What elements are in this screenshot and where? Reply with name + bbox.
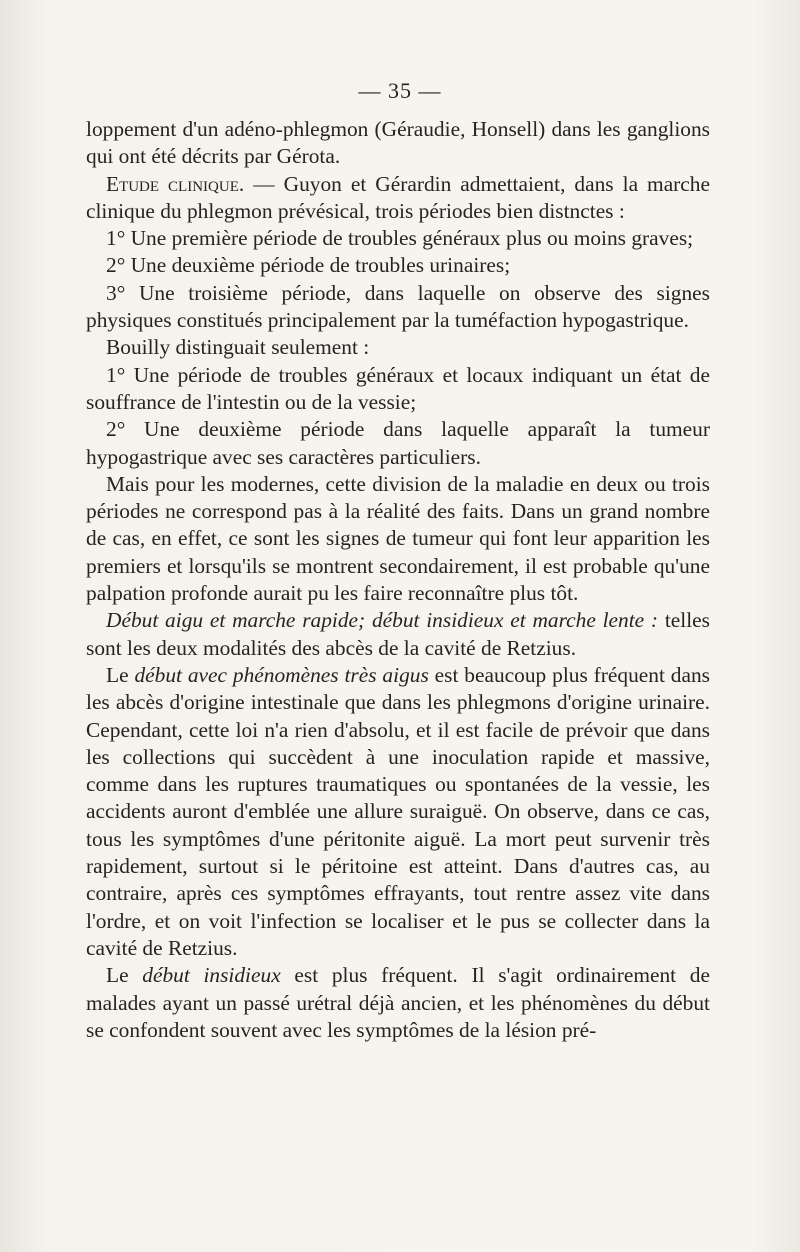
paragraph-12-text: est plus fréquent. Il s'agit ordinairement de malades ayant un passé urétral déjà ancien, et les phénomènes du début se confondent souvent avec les symptômes de la lésion pré- (86, 963, 710, 1042)
paragraph-4: 2° Une deuxième période de troubles urinaires; (106, 253, 511, 278)
paragraph-11-italic: début avec phénomènes très aigus (134, 662, 429, 687)
paragraph-1: loppement d'un adéno-phlegmon (Géraudie, Honsell) dans les ganglions qui ont été décrits par Gérota. (86, 117, 710, 169)
paragraph-12-italic: début insidieux (142, 963, 281, 988)
page-body (86, 116, 710, 1044)
paragraph-2-text: — Guyon et Gérardin admettaient, dans la marche clinique du phlegmon prévésical, trois périodes bien distnctes : (86, 171, 710, 223)
paragraph-10-italic: Début aigu et marche rapide; début insidieux et marche lente : (106, 608, 659, 633)
paragraph-10-text: telles sont les deux modalités des abcès de la cavité de Retzius. (86, 608, 710, 660)
paragraph-5: 3° Une troisième période, dans laquelle on observe des signes physiques constitués principalement par la tuméfaction hypogastrique. (86, 280, 710, 333)
page-number: — 35 — (358, 78, 442, 103)
paragraph-2 (86, 171, 710, 226)
paragraph-10 (86, 607, 710, 662)
paragraph-8: 2° Une deuxième période dans laquelle apparaît la tumeur hypogastrique avec ses caractères particuliers. (86, 417, 710, 469)
paragraph-7: 1° Une période de troubles généraux et locaux indiquant un état de souffrance de l'intestin ou de la vessie; (86, 362, 710, 414)
paragraph-12-pre: Le (106, 963, 143, 988)
section-heading: Etude clinique. (106, 171, 245, 196)
paragraph-12 (86, 962, 710, 1044)
paragraph-11-text: est beaucoup plus fréquent dans les abcès d'origine intestinale que dans les phlegmons d'origine urinaire. Cependant, cette loi n'a rien d'absolu, et il est facile de prévoir que dans les collections qui succèdent à une inoculation rapide et massive, comme dans les ruptures traumatiques ou spontanées de la vessie, les accidents auront d'emblée une allure suraiguë. On observe, dans ce cas, tous les symptômes d'une péritonite aiguë. La mort peut survenir très rapidement, surtout si le péritoine est atteint. Dans d'autres cas, au contraire, après ces symptômes effrayants, tout rentre assez vite dans l'ordre, et on voit l'infection se localiser et le pus se collecter dans la cavité de Retzius. (86, 662, 710, 960)
paragraph-11 (86, 662, 710, 962)
paragraph-11-pre: Le (106, 662, 135, 687)
paragraph-3: 1° Une première période de troubles généraux plus ou moins graves; (106, 226, 694, 251)
paragraph-9: Mais pour les modernes, cette division de la maladie en deux ou trois périodes ne correspond pas à la réalité des faits. Dans un grand nombre de cas, en effet, ce sont les signes de tumeur qui font leur apparition les premiers et lorsqu'ils se montrent secondairement, il est probable qu'une palpation profonde aurait pu les faire reconnaître plus tôt. (86, 471, 710, 606)
paragraph-6: Bouilly distinguait seulement : (106, 335, 370, 360)
